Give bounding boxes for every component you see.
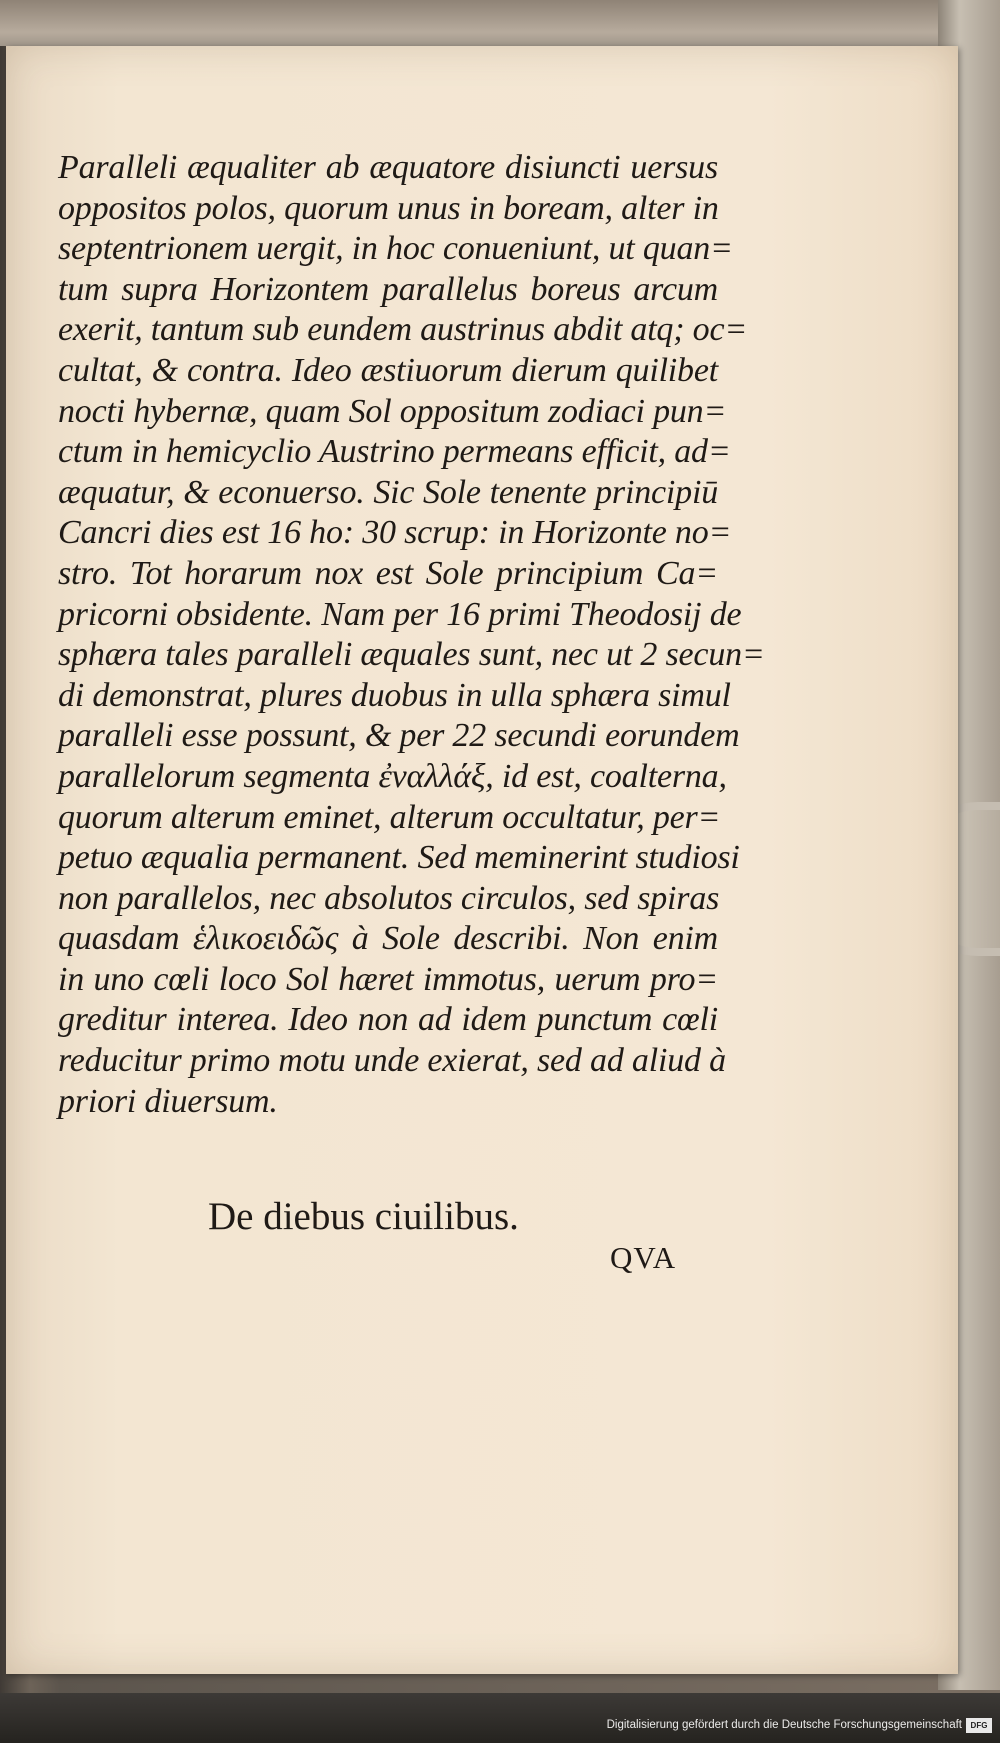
text-line: paralleli esse possunt, & per 22 secundi eorundem [58,717,740,755]
digitization-credit: Digitalisierung gefördert durch die Deutsche Forschungsgemeinschaft [606,1719,962,1731]
catchword: QVA [610,1240,677,1275]
text-line: reducitur primo motu unde exierat, sed ad aliud à [58,1042,726,1080]
text-line: exerit, tantum sub eundem austrinus abdit atq; oc= [58,311,748,349]
text-line: ctum in hemicyclio Austrino permeans efficit, ad= [58,433,731,471]
body-text [58,148,765,1122]
text-line: Paralleli æqualiter ab æquatore disiuncti uersus [58,149,718,186]
text-line: septentrionem uergit, in hoc conueniunt, ut quan= [58,230,733,268]
text-line: æquatur, & econuerso. Sic Sole tenente principiū [58,473,718,511]
binding-board-top [0,0,1000,46]
text-line: petuo æqualia permanent. Sed meminerint studiosi [58,839,740,877]
text-line: non parallelos, nec absolutos circulos, sed spiras [58,879,720,917]
text-line: cultat, & contra. Ideo æstiuorum dierum quilibet [58,351,718,389]
text-line: parallelorum segmenta ἐναλλάξ, id est, coalterna, [58,757,727,795]
text-line: quorum alterum eminet, alterum occultatur, per= [58,798,721,836]
text-line: oppositos polos, quorum unus in boream, alter in [58,189,719,227]
text-line: quasdam ἑλικοειδῶς à Sole describi. Non enim [58,920,718,958]
section-heading: De diebus ciuilibus. [208,1195,519,1238]
dfg-logo: DFG [966,1718,992,1733]
text-line: stro. Tot horarum nox est Sole principium Ca= [58,554,718,592]
text-line: pricorni obsidente. Nam per 16 primi Theodosij de [58,595,742,633]
text-line: tum supra Horizontem parallelus boreus arcum [58,270,718,308]
text-line: priori diuersum. [58,1082,278,1120]
text-line: sphæra tales paralleli æquales sunt, nec ut 2 secun= [58,636,765,674]
text-line: di demonstrat, plures duobus in ulla sphæra simul [58,676,731,714]
text-line: in uno cœli loco Sol hæret immotus, uerum pro= [58,960,718,998]
text-line: greditur interea. Ideo non ad idem punctum cœli [58,1001,718,1039]
text-line: nocti hybernæ, quam Sol oppositum zodiaci pun= [58,392,727,430]
footer-bar [0,1693,1000,1743]
text-line: Cancri dies est 16 ho: 30 scrup: in Horizonte no= [58,514,732,552]
